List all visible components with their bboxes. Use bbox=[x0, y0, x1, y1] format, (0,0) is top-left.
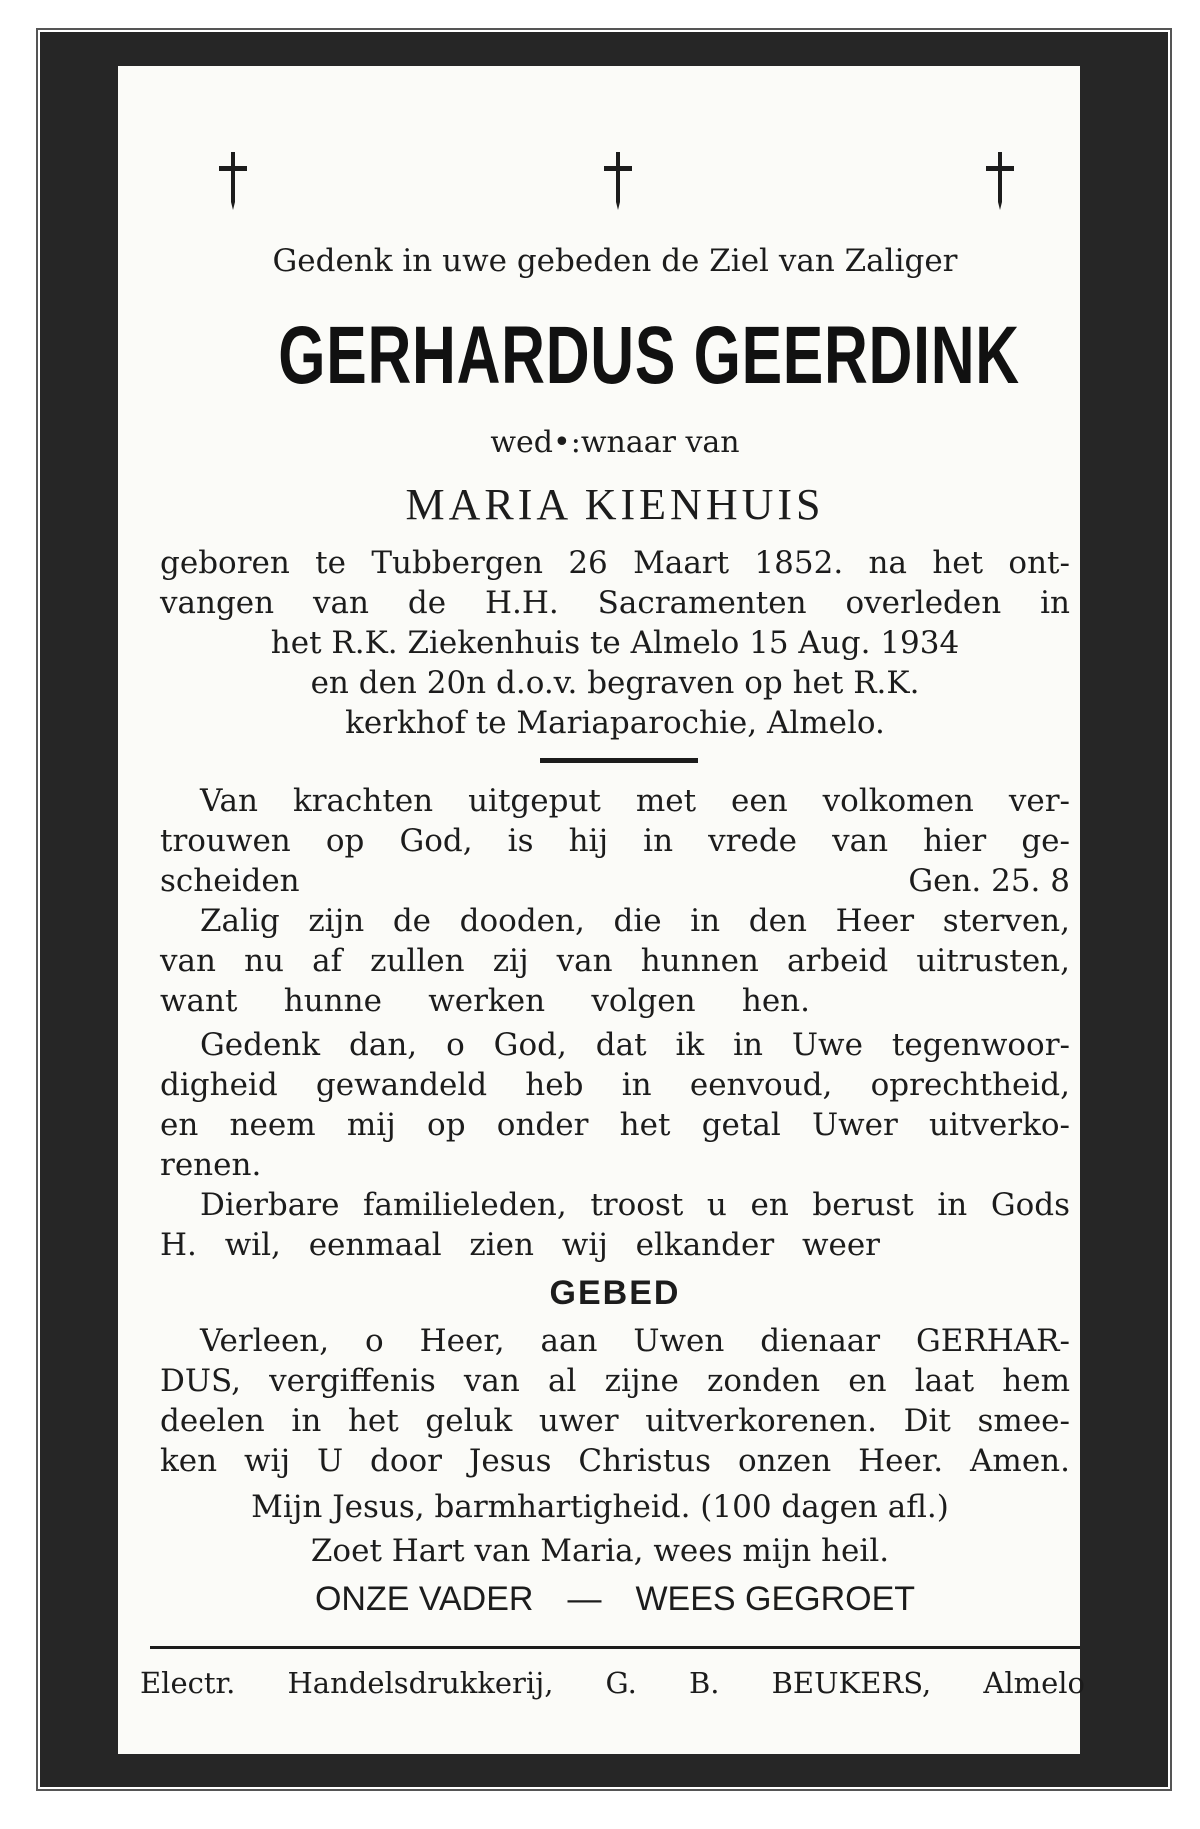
text-line: trouwen op God, is hij in vrede van hier ge- bbox=[160, 823, 1070, 859]
text-line: H. wil, eenmaal zien wij elkander weer bbox=[160, 1227, 880, 1263]
invocation-line: Mijn Jesus, barmhartigheid. (100 dagen afl.) bbox=[251, 1489, 949, 1525]
intro-line: Gedenk in uwe gebeden de Ziel van Zaliger bbox=[272, 243, 958, 279]
prayer-line: DUS, vergiffenis van al zijne zonden en laat hem bbox=[160, 1363, 1070, 1399]
prayer-line: ken wij U door Jesus Christus onzen Heer. Amen. bbox=[160, 1443, 1070, 1479]
closing-left: ONZE VADER bbox=[314, 1580, 534, 1618]
text-line: digheid gewandeld heb in eenvoud, oprechtheid, bbox=[160, 1067, 1070, 1103]
closing-right: WEES GEGROET bbox=[635, 1580, 916, 1618]
widower-line: wed•:wnaar van bbox=[490, 425, 740, 460]
prayer-line: deelen in het geluk uwer uitverkorenen. Dit smee- bbox=[160, 1403, 1070, 1439]
text-line: renen. bbox=[160, 1147, 262, 1183]
prayer-line: Verleen, o Heer, aan Uwen dienaar GERHAR- bbox=[200, 1323, 1070, 1359]
bio-line: vangen van de H.H. Sacramenten overleden in bbox=[160, 585, 1070, 621]
text-line: Gedenk dan, o God, dat ik in Uwe tegenwoor- bbox=[200, 1027, 1070, 1063]
bio-line: het R.K. Ziekenhuis te Almelo 15 Aug. 1934 bbox=[270, 625, 960, 661]
bio-line: kerkhof te Mariaparochie, Almelo. bbox=[345, 705, 885, 741]
text-fragment: scheiden bbox=[160, 863, 300, 899]
scripture-reference: Gen. 25. 8 bbox=[908, 863, 1070, 899]
invocation-line: Zoet Hart van Maria, wees mijn heil. bbox=[310, 1533, 890, 1569]
text-line: Dierbare familieleden, troost u en berust in Gods bbox=[200, 1187, 1070, 1223]
cross-row bbox=[0, 150, 1200, 240]
deceased-name: GERHARDUS GEERDINK bbox=[278, 310, 1020, 401]
spouse-name: MARIA KIENHUIS bbox=[405, 480, 825, 529]
cross-icon bbox=[983, 150, 1017, 212]
divider bbox=[540, 758, 698, 763]
closing-separator: — bbox=[567, 1580, 602, 1618]
text-line: en neem mij op onder het getal Uwer uitverko- bbox=[160, 1107, 1070, 1143]
closing-prayers bbox=[200, 1578, 1030, 1620]
text-line: want hunne werken volgen hen. bbox=[160, 983, 810, 1019]
cross-icon bbox=[601, 150, 635, 212]
prayer-title: GEBED bbox=[549, 1274, 681, 1312]
text-line: Zalig zijn de dooden, die in den Heer sterven, bbox=[200, 903, 1070, 939]
bio-line: geboren te Tubbergen 26 Maart 1852. na het ont- bbox=[160, 545, 1070, 581]
text-line: Van krachten uitgeput met een volkomen ver- bbox=[200, 783, 1070, 819]
footer-rule bbox=[150, 1646, 1080, 1649]
cross-icon bbox=[216, 150, 250, 212]
printer-credit: Electr. Handelsdrukkerij, G. B. BEUKERS, Almelo bbox=[140, 1666, 1085, 1700]
text-line: van nu af zullen zij van hunnen arbeid uitrusten, bbox=[160, 943, 1070, 979]
bio-line: en den 20n d.o.v. begraven op het R.K. bbox=[310, 665, 920, 701]
